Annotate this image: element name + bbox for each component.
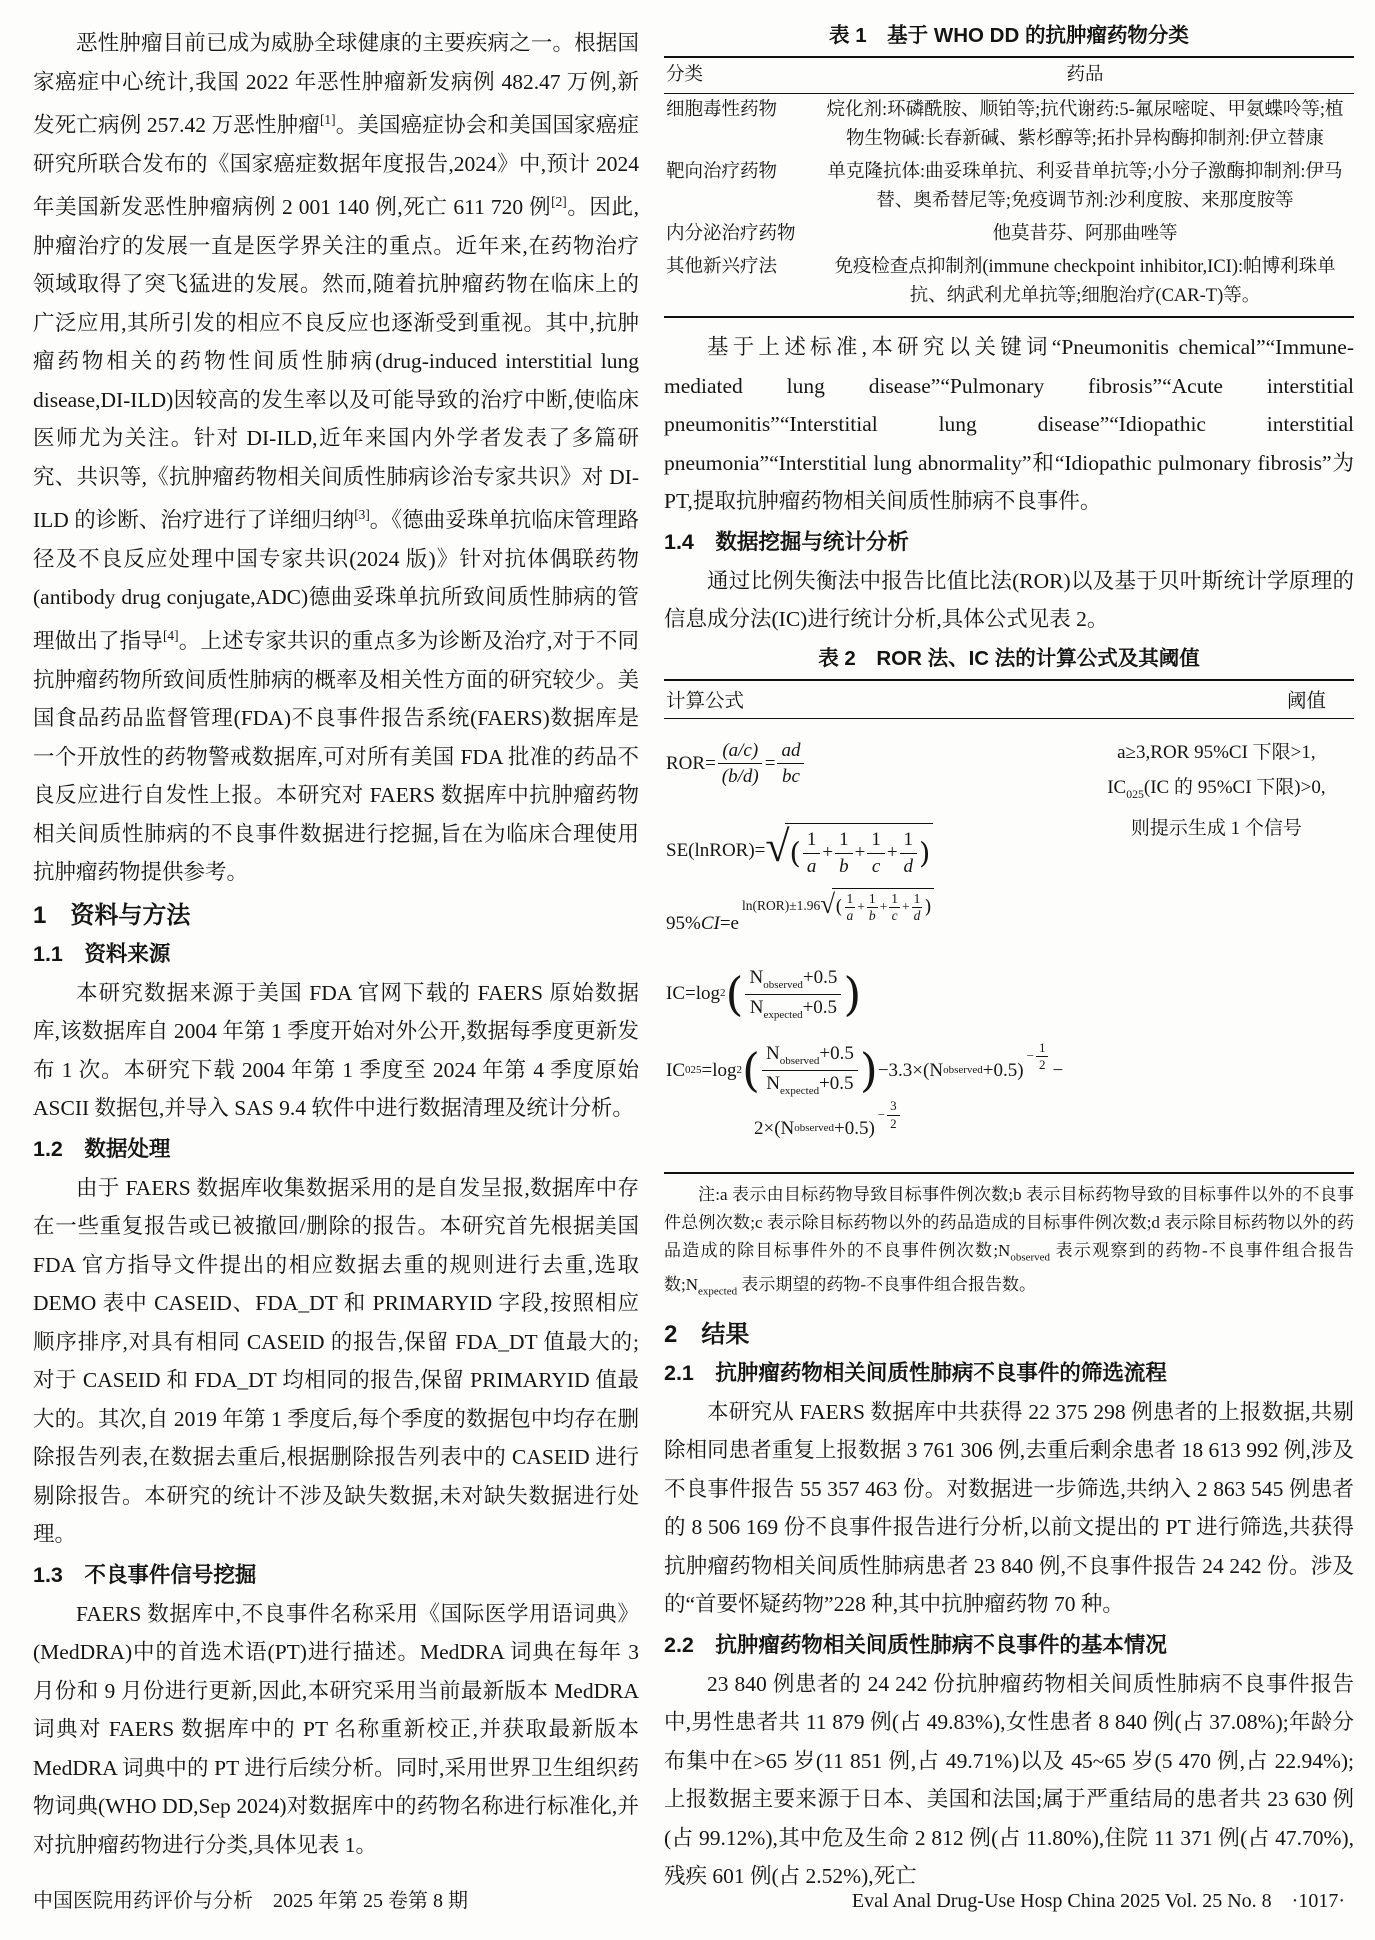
table1-drugs: 他莫昔芬、阿那曲唑等 [992,224,1178,244]
formula-token: 1 [912,891,923,909]
formula-token: (b/d) [721,766,759,788]
section-2-2-paragraph: 23 840 例患者的 24 242 份抗肿瘤药物相关间质性肺病不良事件报告中,男性患者共 11 879 例(占 49.83%),女性患者 8 840 例(占 37.08%);年龄分布集中在>65 岁(11 851 例,占 49.71%)以及 45~65 岁(5 470 例,占 22.94%);上报数据主要来源于日本、美国和法国;属于严重结局的患者共 23 630 例(占 99.12%),其中危及生命 2 812 例(占 11.80%),住院 11 371 例(占 47.70%),残疾 601 例(占 2.52%),死亡 [664,1671,1354,1889]
threshold-line [1079,770,1354,812]
formula-token: 1 [835,828,853,854]
formula-token: =log [685,983,720,1005]
table-row [664,251,1354,317]
formula-token: 1 [900,828,918,854]
formula-token: N [929,1059,944,1081]
formula-token: CI [700,912,720,934]
paren: ( [835,896,843,919]
formula-token: N [780,1118,795,1140]
formula-token: b [839,855,849,877]
paren: ) [843,967,862,1022]
section-1-2-heading: 1.2 数据处理 [33,1136,171,1161]
formula-subscript: observed [763,979,803,992]
table2-body [664,719,1354,1172]
table1-category: 靶向治疗药物 [666,162,778,182]
fraction [867,828,885,879]
formula-token: + [854,842,866,864]
sqrt-radical [820,888,934,926]
table1 [664,56,1354,318]
table2 [664,679,1354,1174]
note-subscript: observed [1010,1251,1051,1264]
section-1-3-paragraph: FAERS 数据库中,不良事件名称采用《国际医学用语词典》(MedDRA)中的首选术语(PT)进行描述。MedDRA 词典在每年 3 月份和 9 月份进行更新,因此,本研究采用当前最新版本 MedDRA 词典对 FAERS 数据库中的 PT 名称重新校正,并获取最新版本 MedDRA 词典中的 PT 进行后续分析。同时,采用世界卫生组织药物词典(WHO DD,Sep 2024)对数据库中的药物名称进行标准化,并对抗肿瘤药物进行分类,具体见表 1。 [33,1601,639,1857]
exponent-fraction [878,1098,900,1132]
formula-token: +0.5 [802,967,838,989]
formula-token: =log [701,1059,737,1081]
formula-token: −3.3×( [877,1059,930,1081]
threshold-line: 则提示生成 1 个信号 [1130,818,1302,840]
table2-threshold-column [1079,719,1354,1172]
table1-drugs: 烷化剂:环磷酰胺、顺铂等;抗代谢药:5-氟尿嘧啶、甲氨蝶呤等;植物生物碱:长春新碱、紫杉醇等;拓扑异构酶抑制剂:伊立替康 [826,100,1344,149]
section-2-2-heading: 2.2 抗肿瘤药物相关间质性肺病不良事件的基本情况 [664,1632,1167,1657]
section-1-2-paragraph: 由于 FAERS 数据库收集数据采用的是自发呈报,数据库中存在一些重复报告或已被撤回/删除的报告。本研究首先根据美国 FDA 官方指导文件提出的相应数据去重的规则进行去重,选取 DEMO 表中 CASEID、FDA_DT 和 PRIMARYID 字段,按照相应顺序排序,对具有相同 CASEID 的报告,保留 FDA_DT 值最大的;对于 CASEID 和 FDA_DT 均相同的报告,保留 PRIMARYID 值最大的。其次,自 2019 年第 1 季度后,每个季度的数据包中均存在删除报告列表,在数据去重后,根据删除报告列表中的 CASEID 进行剔除报告。本研究的统计不涉及缺失数据,未对缺失数据进行处理。 [33,1175,639,1547]
radicand [832,888,934,926]
note-text: 表示期望的药物-不良事件组合报告数。 [737,1275,1037,1295]
note-text: 表示观察到的药物-不良事件组合报告数;N [664,1240,1354,1295]
formula-ic [666,966,1079,1022]
paren: ) [919,836,931,871]
table2-header-threshold: 阈值 [1286,690,1326,712]
formula-subscript: expected [780,1084,820,1097]
formula-token: − [877,1107,886,1123]
formula-token: + [879,899,888,915]
fraction [887,1098,900,1132]
radical-symbol: √ [765,822,790,872]
fraction [803,828,821,879]
paren: ) [1017,1059,1024,1081]
formula-token: d [903,855,914,877]
section-1-3-heading: 1.3 不良事件信号挖掘 [33,1562,257,1587]
keywords-paragraph: 基于上述标准,本研究以关键词“Pneumonitis chemical”“Immune-mediated lung disease”“Pulmonary fibrosis”“Acute interstitial pneumonitis”“Interstitial lung disease”“Idiopathic interstitial pneumonia”“Interstitial lung abnormality”和“Idiopathic pulmonary fibrosis”为 PT,提取抗肿瘤药物相关间质性肺病不良事件。 [664,335,1354,513]
fraction [718,739,763,790]
formula-token: 2 [890,1115,897,1131]
formula-token: 95% [666,912,701,934]
section-2-1-heading: 2.1 抗肿瘤药物相关间质性肺病不良事件的筛选流程 [664,1360,1167,1385]
formula-token: N [765,1043,780,1065]
section-2-1-paragraph: 本研究从 FAERS 数据库中共获得 22 375 298 例患者的上报数据,共剔除相同患者重复上报数据 3 761 306 例,去重后剩余患者 18 613 992 例,涉及不良事件报告 55 357 463 份。对数据进一步筛选,共纳入 2 863 545 例患者的 8 506 169 份不良事件报告进行分析,以前文提出的 PT 进行筛选,共获得抗肿瘤药物相关间质性肺病患者 23 840 例,不良事件报告 24 242 份。涉及的“首要怀疑药物”228 种,其中抗肿瘤药物 70 种。 [664,1399,1354,1617]
formula-subscript: observed [794,1122,834,1135]
fraction [900,828,918,879]
formula-token: N [766,1072,780,1094]
table1-category: 其他新兴疗法 [666,257,778,277]
formula-token: 1 [889,891,900,909]
formula-token [762,1071,857,1099]
fraction [1036,1040,1049,1074]
formula-token: − [1026,1048,1034,1064]
table2-header-formula: 计算公式 [666,690,745,712]
formula-subscript: expected [763,1008,803,1021]
formula-token: bc [781,766,800,788]
formula-token: b [868,908,876,924]
formula-token: a [846,908,854,924]
footer-journal-cn: 中国医院用药评价与分析 2025 年第 25 卷第 8 期 [33,1890,468,1912]
note-subscript: expected [698,1285,738,1298]
formula-token: = [764,752,776,774]
fraction [777,739,804,790]
exponent-fraction [1027,1040,1049,1074]
paren: ) [924,896,932,919]
threshold-line: a≥3,ROR 95%CI 下限>1, [1117,741,1316,763]
formula-token: ROR= [666,752,716,774]
formula-ic025 [666,1039,1079,1098]
formula-token: IC [666,983,685,1005]
table2-note [664,1181,1354,1306]
radical-symbol: √ [820,888,836,919]
formula-token: (IC 的 95%CI 下限)>0, [1143,776,1326,798]
formula-token: 1 [867,891,878,909]
formula-token: 1 [1036,1040,1049,1057]
formula-token [746,995,841,1023]
fraction [912,891,923,926]
paren: ) [859,1043,878,1098]
formula-token: 3 [887,1098,900,1115]
fraction [867,891,878,926]
formula-subscript: 2 [736,1063,742,1076]
formula-subscript: observed [779,1055,820,1068]
formula-subscript: 025 [685,1063,702,1076]
formula-token: 2×( [754,1118,781,1140]
formula-token: ad [777,739,804,765]
formula-token: IC [666,1059,685,1081]
left-column [33,24,639,1864]
formula-token: =e [719,912,739,934]
formula-token: a [806,855,817,877]
paren: ( [725,967,744,1022]
table2-formula-column [664,719,1079,1172]
section-1-heading: 1 资料与方法 [33,901,191,929]
section-1-4-paragraph: 通过比例失衡法中报告比值比法(ROR)以及基于贝叶斯统计学原理的信息成分法(IC)进行统计分析,具体公式见表 2。 [664,568,1354,631]
table1-header-row [664,57,1354,94]
formula-token: +0.5 [834,1118,869,1140]
footer-journal-en: Eval Anal Drug-Use Hosp China 2025 Vol. 25 No. 8 ·1017· [851,1890,1345,1912]
section-2-heading: 2 结果 [664,1320,750,1348]
formula-token: +0.5 [819,1043,854,1065]
table1-drugs: 免疫检查点抑制剂(immune checkpoint inhibitor,ICI):帕博利珠单抗、纳武利尤单抗等;细胞治疗(CAR-T)等。 [834,257,1336,306]
formula-ic025-continued [754,1098,1079,1146]
table-row [664,156,1354,218]
formula-token: + [822,842,834,864]
section-1-4-heading: 1.4 数据挖掘与统计分析 [664,529,909,554]
table1-category: 细胞毒性药物 [666,100,778,120]
formula-95ci [666,888,1079,943]
fraction [835,828,853,879]
note-text: 注:a 表示由目标药物导致目标事件例次数;b 表示目标药物导致的目标事件以外的不良事件总例次数;c 表示除目标药物以外的药品造成的目标事件例次数;d 表示除目标药物以外的药品造成的除目标事件外的不良事件例次数;N [664,1184,1354,1260]
fraction [889,891,900,926]
formula-token: N [749,996,764,1018]
formula-token: +0.5 [982,1059,1018,1081]
formula-token: IC [1107,776,1127,798]
table1-header-drugs: 药品 [816,57,1354,94]
table-row [664,94,1354,157]
formula-subscript: 025 [1126,787,1144,801]
formula-token: + [857,899,865,915]
page-footer [33,1886,1345,1916]
formula-token: − [1052,1059,1064,1081]
fraction [845,891,856,926]
exponent [742,888,934,926]
fraction [762,1042,858,1098]
formula-token: N [749,967,764,989]
formula-token: c [891,908,898,924]
formula-token: ln(ROR)±1.96 [741,897,821,913]
formula-token: d [913,908,921,924]
fraction [745,966,841,1022]
formula-token: + [902,899,910,915]
right-column [664,20,1354,1896]
section-1-1-paragraph: 本研究数据来源于美国 FDA 官网下载的 FAERS 原始数据库,该数据库自 2004 年第 1 季度开始对外公开,数据每季度更新发布 1 次。本研究下载 2004 年第 1 季度至 2024 年第 4 季度原始 ASCII 数据包,并导入 SAS 9.4 软件中进行数据清理及统计分析。 [33,980,639,1121]
formula-subscript: 2 [720,987,726,1000]
formula-token: +0.5 [819,1072,854,1094]
paren: ) [868,1118,875,1140]
formula-token: 1 [845,891,856,909]
table1-header-category: 分类 [664,57,816,94]
formula-subscript: observed [943,1063,983,1076]
table2-header-row [664,681,1354,719]
table2-title: 表 2 ROR 法、IC 法的计算公式及其阈值 [818,646,1200,670]
formula-token: SE(lnROR)= [666,839,766,861]
formula-token: 2 [1038,1056,1046,1072]
paren: ( [789,836,801,871]
formula-token [762,1042,858,1071]
formula-ror [666,739,1079,790]
formula-token [745,966,841,995]
formula-token: 1 [867,828,885,854]
intro-paragraph: 恶性肿瘤目前已成为威胁全球健康的主要疾病之一。根据国家癌症中心统计,我国 2022 年恶性肿瘤新发病例 482.47 万例,新发死亡病例 257.42 万恶性肿瘤[1]。美国癌症协会和美国国家癌症研究所联合发布的《国家癌症数据年度报告,2024》中,预计 2024 年美国新发恶性肿瘤病例 2 001 140 例,死亡 611 720 例[2]。因此,肿瘤治疗的发展一直是医学界关注的重点。近年来,在药物治疗领域取得了突飞猛进的发展。然而,随着抗肿瘤药物在临床上的广泛应用,其所引发的相应不良反应也逐渐受到重视。其中,抗肿瘤药物相关的药物性间质性肺病(drug-induced interstitial lung disease,DI-ILD)因较高的发生率以及可能导致的治疗中断,使临床医师尤为关注。针对 DI-ILD,近年来国内外学者发表了多篇研究、共识等,《抗肿瘤药物相关间质性肺病诊治专家共识》对 DI-ILD 的诊断、治疗进行了详细归纳[3]。《德曲妥珠单抗临床管理路径及不良反应处理中国专家共识(2024 版)》针对抗体偶联药物(antibody drug conjugate,ADC)德曲妥珠单抗所致间质性肺病的管理做出了指导[4]。上述专家共识的重点多为诊断及治疗,对于不同抗肿瘤药物所致间质性肺病的概率及相关性方面的研究较少。美国食品药品监督管理(FDA)不良事件报告系统(FAERS)数据库是一个开放性的药物警戒数据库,可对所有美国 FDA 批准的药品不良反应进行自发性上报。本研究对 FAERS 数据库中抗肿瘤药物相关间质性肺病的不良事件数据进行挖掘,旨在为临床合理使用抗肿瘤药物提供参考。 [33,31,639,885]
table1-title: 表 1 基于 WHO DD 的抗肿瘤药物分类 [829,24,1189,47]
formula-token: c [871,855,881,877]
table1-category: 内分泌治疗药物 [666,224,796,244]
paren: ( [742,1043,760,1098]
section-1-1-heading: 1.1 资料来源 [33,941,171,966]
formula-token: + [886,842,898,864]
table1-drugs: 单克隆抗体:曲妥珠单抗、利妥昔单抗等;小分子激酶抑制剂:伊马替、奥希替尼等;免疫调节剂:沙利度胺、来那度胺等 [827,162,1343,211]
radicand [785,823,934,879]
table-row [664,218,1354,251]
sqrt-radical [765,823,933,879]
formula-token: +0.5 [802,996,838,1018]
formula-token: (a/c) [718,739,762,765]
formula-se-lnror [666,823,1079,879]
formula-token: 1 [803,828,821,854]
